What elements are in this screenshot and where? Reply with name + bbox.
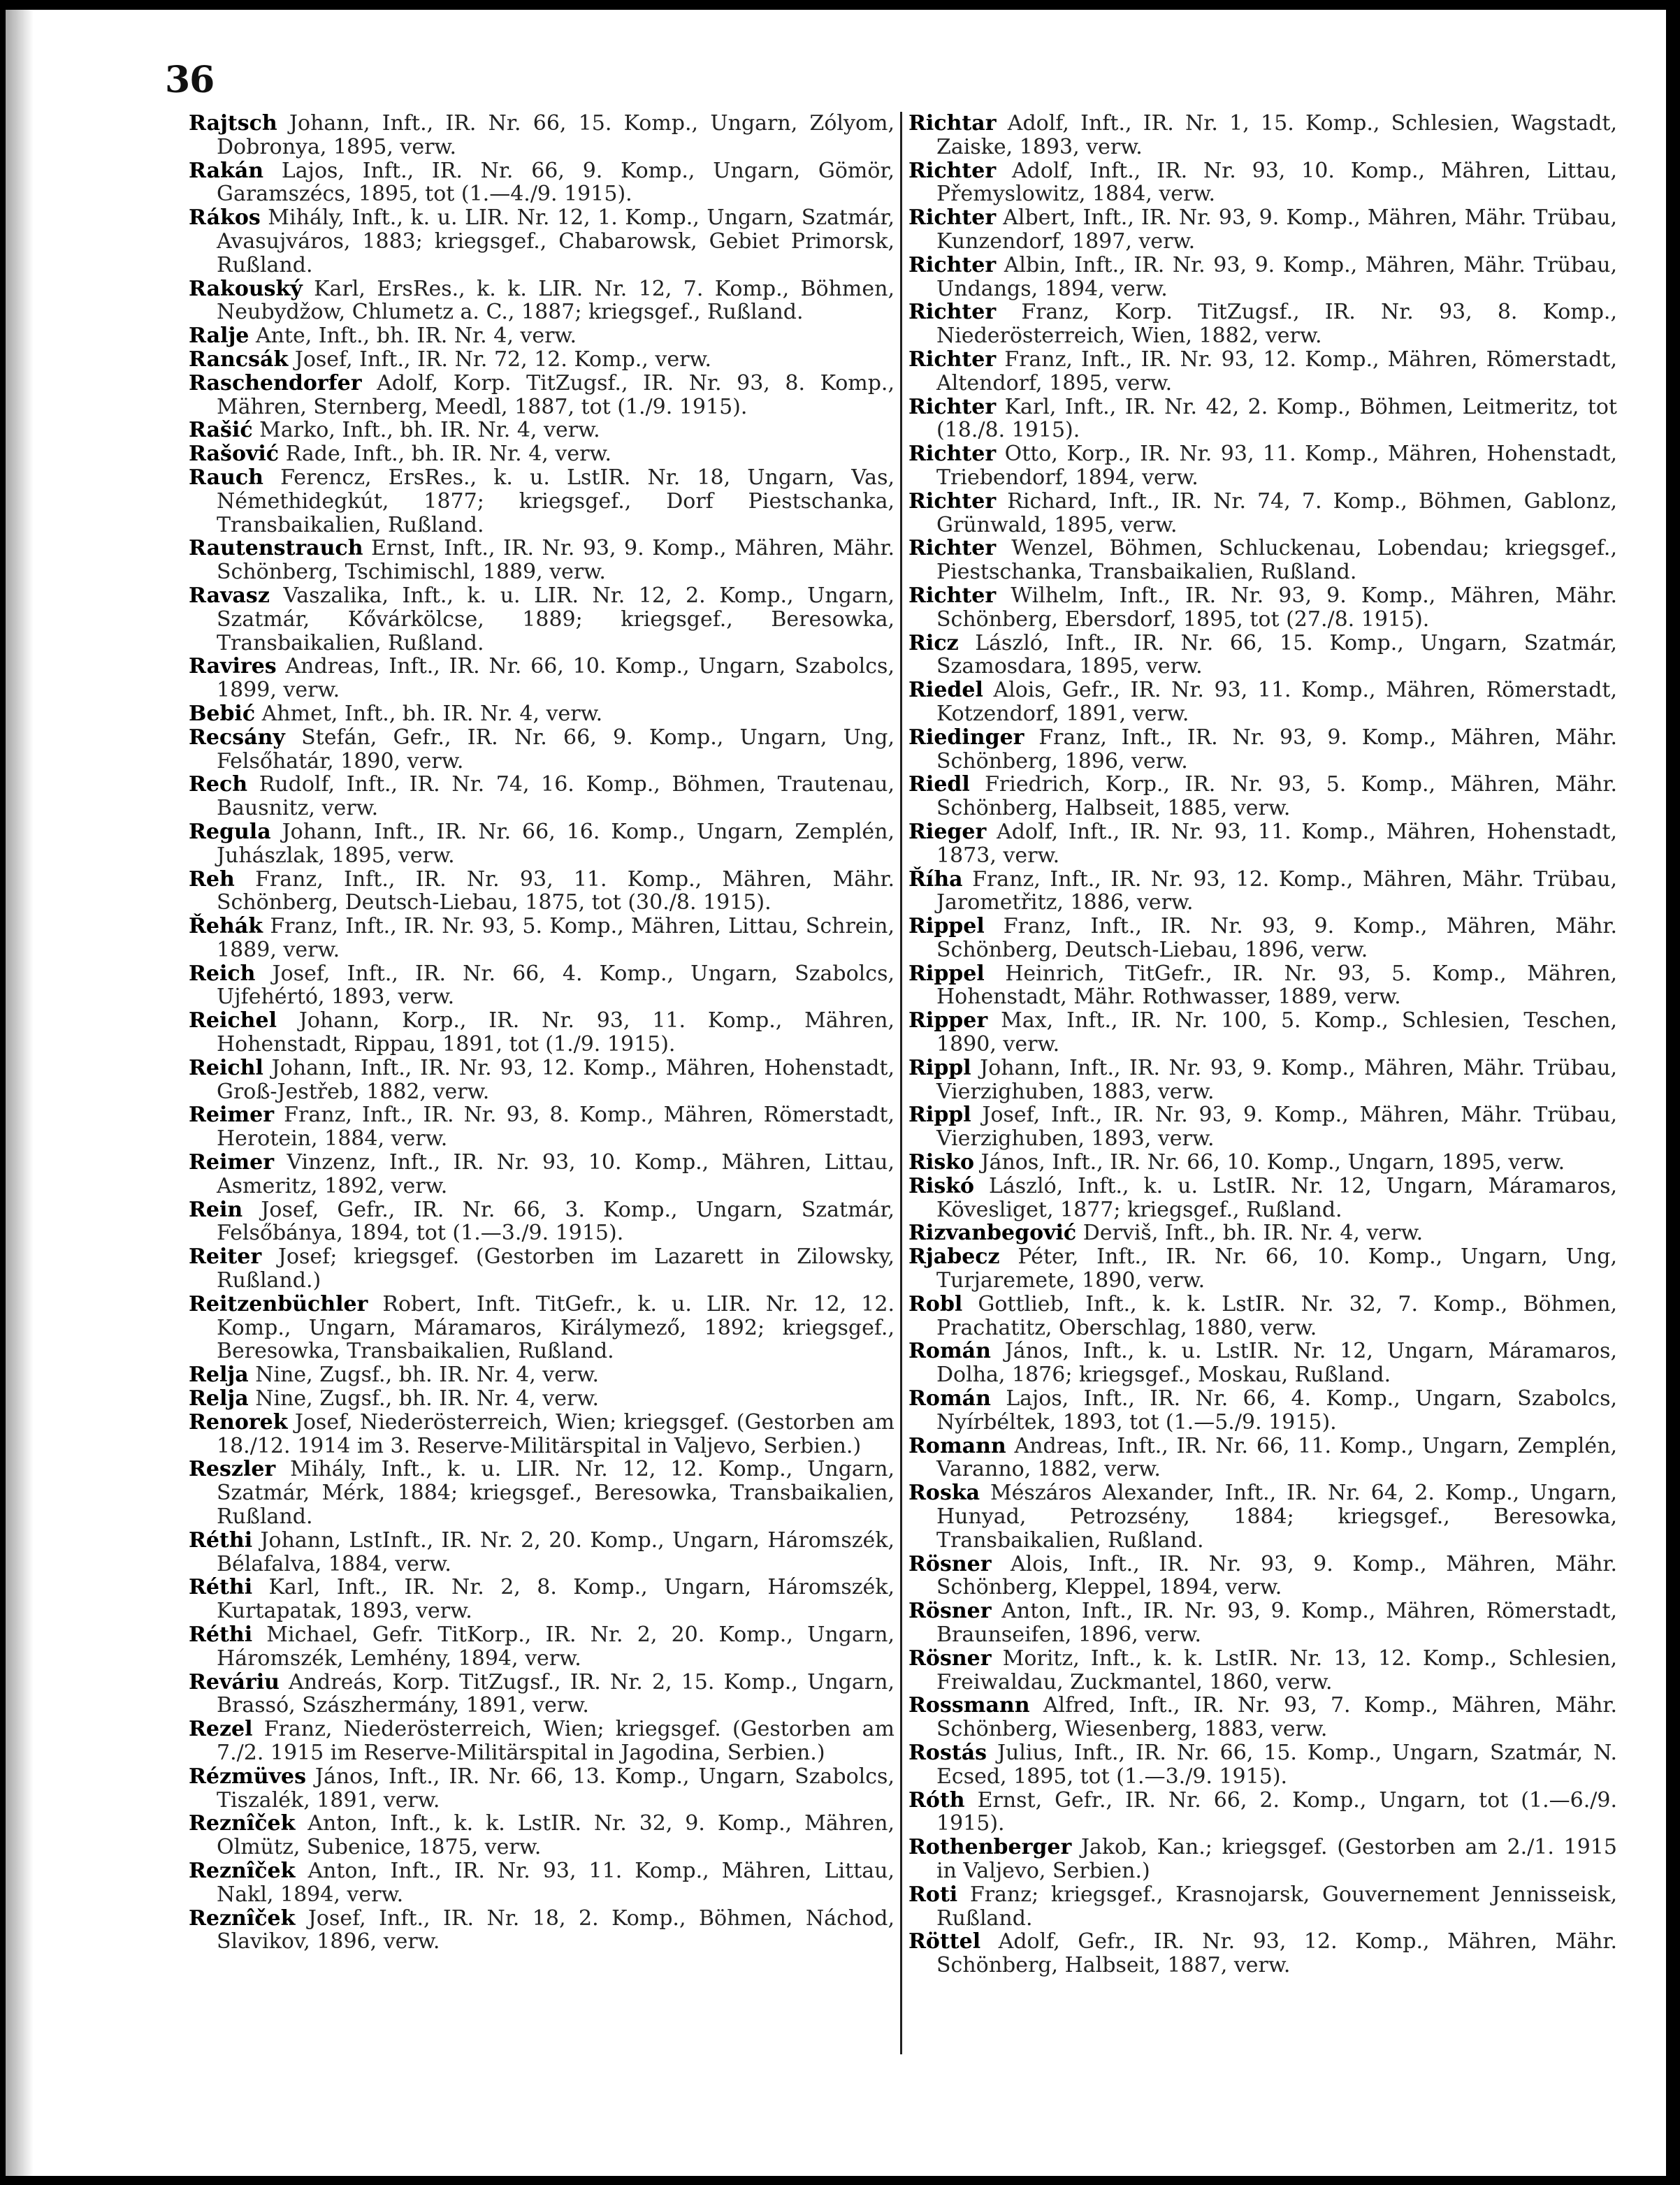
list-entry: [189, 1387, 895, 1411]
entry-details: Franz, Inft., IR. Nr. 93, 9. Komp., Mähren, Mähr. Schönberg, 1896, verw.: [936, 725, 1617, 774]
list-entry: [908, 1741, 1617, 1789]
list-entry: [908, 1245, 1617, 1293]
list-entry: [908, 1340, 1617, 1387]
entry-details: Julius, Inft., IR. Nr. 66, 15. Komp., Ungarn, Szatmár, N. Ecsed, 1895, tot (1.—3./9. 1915).: [936, 1740, 1617, 1789]
page-edge-shadow: [6, 10, 34, 2176]
entry-details: Franz, Korp. TitZugsf., IR. Nr. 93, 8. Komp., Niederösterreich, Wien, 1882, verw.: [936, 300, 1617, 349]
list-entry: [189, 655, 895, 702]
entry-surname: Rippl: [908, 1103, 971, 1128]
list-entry: [908, 1930, 1617, 1977]
entry-details: Anton, Inft., IR. Nr. 93, 9. Komp., Mähren, Römerstadt, Braunseifen, 1896, verw.: [936, 1599, 1617, 1647]
entry-details: Josef, Inft., IR. Nr. 18, 2. Komp., Böhmen, Náchod, Slavikov, 1896, verw.: [217, 1905, 895, 1954]
entry-surname: Rakouský: [189, 276, 303, 301]
entry-details: Ferencz, ErsRes., k. u. LstIR. Nr. 18, Ungarn, Vas, Némethidegkút, 1877; kriegsgef., Dorf Piestschanka, Transbaikalien, Rußland.: [217, 465, 895, 537]
list-entry: [189, 1623, 895, 1671]
entry-details: Robert, Inft. TitGefr., k. u. LIR. Nr. 12, 12. Komp., Ungarn, Máramaros, Királymező, 1892; kriegsgef., Beresowka, Transbaikalien, Rußland.: [217, 1291, 895, 1364]
list-entry: [908, 1151, 1617, 1175]
list-entry: [189, 1293, 895, 1363]
entry-details: Karl, Inft., IR. Nr. 42, 2. Komp., Böhmen, Leitmeritz, tot (18./8. 1915).: [936, 394, 1617, 443]
entry-details: Ernst, Gefr., IR. Nr. 66, 2. Komp., Ungarn, tot (1.—6./9. 1915).: [936, 1787, 1617, 1836]
list-entry: [189, 773, 895, 820]
list-entry: [189, 112, 895, 159]
entry-surname: Riskó: [908, 1173, 975, 1198]
column-divider: [900, 112, 902, 2054]
entry-surname: Řehák: [189, 914, 263, 939]
entry-surname: Réthi: [189, 1623, 253, 1647]
list-entry: [189, 1103, 895, 1151]
list-entry: [189, 419, 895, 442]
document-page: [6, 10, 1666, 2176]
entry-details: Josef, Inft., IR. Nr. 66, 4. Komp., Ungarn, Szabolcs, Ujfehértó, 1893, verw.: [217, 961, 895, 1010]
entry-surname: Rösner: [908, 1551, 992, 1576]
entry-details: Albin, Inft., IR. Nr. 93, 9. Komp., Mähren, Mähr. Trübau, Undangs, 1894, verw.: [936, 252, 1617, 301]
list-entry: [908, 395, 1617, 443]
entry-surname: Rizvanbegović: [908, 1221, 1077, 1246]
entry-details: Nine, Zugsf., bh. IR. Nr. 4, verw.: [248, 1386, 599, 1411]
list-entry: [189, 1812, 895, 1859]
list-entry: [908, 1387, 1617, 1435]
entry-details: Rudolf, Inft., IR. Nr. 74, 16. Komp., Böhmen, Trautenau, Bausnitz, verw.: [217, 772, 895, 821]
entry-surname: Riedl: [908, 772, 970, 797]
entry-details: Karl, ErsRes., k. k. LIR. Nr. 12, 7. Komp., Böhmen, Neubydžow, Chlumetz a. C., 1887; kriegsgef., Rußland.: [217, 276, 895, 325]
entry-surname: Richter: [908, 583, 997, 608]
entry-surname: Ralje: [189, 324, 249, 349]
entry-details: Franz, Inft., IR. Nr. 93, 11. Komp., Mähren, Mähr. Schönberg, Deutsch-Liebau, 1875, tot (30./8. 1915).: [217, 866, 895, 915]
entry-surname: Richter: [908, 394, 997, 419]
list-entry: [189, 1529, 895, 1576]
list-entry: [908, 820, 1617, 868]
list-entry: [189, 1718, 895, 1765]
list-entry: [189, 537, 895, 584]
entry-details: Franz, Niederösterreich, Wien; kriegsgef. (Gestorben am 7./2. 1915 im Reserve-Militärspital in Jagodina, Serbien.): [217, 1717, 895, 1765]
entry-surname: Rautenstrauch: [189, 536, 363, 561]
list-entry: [908, 490, 1617, 537]
entry-details: Andreas, Inft., IR. Nr. 66, 10. Komp., Ungarn, Szabolcs, 1899, verw.: [217, 654, 895, 703]
entry-surname: Richter: [908, 442, 997, 467]
entry-details: László, Inft., IR. Nr. 66, 15. Komp., Ungarn, Szatmár, Szamosdara, 1895, verw.: [936, 630, 1617, 679]
list-entry: [189, 726, 895, 774]
entry-details: Franz, Inft., IR. Nr. 93, 9. Komp., Mähren, Mähr. Schönberg, Deutsch-Liebau, 1896, verw.: [936, 914, 1617, 962]
entry-details: Michael, Gefr. TitKorp., IR. Nr. 2, 20. Komp., Ungarn, Háromszék, Lemhény, 1894, verw.: [217, 1623, 895, 1671]
entry-surname: Bebić: [189, 701, 256, 726]
entry-details: János, Inft., k. u. LstIR. Nr. 12, Ungarn, Máramaros, Dolha, 1876; kriegsgef., Moskau, Rußland.: [936, 1339, 1617, 1388]
entry-surname: Říha: [908, 866, 963, 892]
entry-surname: Rostás: [908, 1740, 987, 1765]
list-entry: [189, 1057, 895, 1104]
list-entry: [189, 466, 895, 537]
entry-surname: Recsány: [189, 725, 285, 750]
list-entry: [189, 277, 895, 325]
entry-surname: Rösner: [908, 1599, 992, 1624]
list-entry: [908, 1481, 1617, 1552]
list-entry: [908, 1836, 1617, 1883]
entry-surname: Ravires: [189, 654, 277, 679]
entry-details: Alfred, Inft., IR. Nr. 93, 7. Komp., Mähren, Mähr. Schönberg, Wiesenberg, 1883, verw.: [936, 1693, 1617, 1742]
entry-surname: Röttel: [908, 1929, 981, 1954]
entry-surname: Rauch: [189, 465, 263, 490]
entry-details: Josef, Inft., IR. Nr. 72, 12. Komp., verw.: [288, 347, 712, 372]
entry-details: Johann, Korp., IR. Nr. 93, 11. Komp., Mähren, Hohenstadt, Rippau, 1891, tot (1./9. 1915).: [217, 1008, 895, 1057]
entry-details: Lajos, Inft., IR. Nr. 66, 9. Komp., Ungarn, Gömör, Garamszécs, 1895, tot (1.—4./9. 1915).: [217, 158, 895, 207]
list-entry: [908, 1883, 1617, 1931]
entry-details: Adolf, Korp. TitZugsf., IR. Nr. 93, 8. Komp., Mähren, Sternberg, Meedl, 1887, tot (1./9. 1915).: [217, 370, 895, 419]
page-number: 36: [165, 59, 215, 101]
list-entry: [189, 915, 895, 962]
entry-surname: Richter: [908, 536, 997, 561]
entry-surname: Rossmann: [908, 1693, 1030, 1718]
entry-details: Derviš, Inft., bh. IR. Nr. 4, verw.: [1076, 1221, 1424, 1246]
list-entry: [189, 1671, 895, 1718]
entry-details: Anton, Inft., IR. Nr. 93, 11. Komp., Mähren, Littau, Nakl, 1894, verw.: [217, 1858, 895, 1907]
entry-details: Ante, Inft., bh. IR. Nr. 4, verw.: [249, 324, 577, 349]
list-entry: [908, 1009, 1617, 1057]
entry-details: Alois, Inft., IR. Nr. 93, 9. Komp., Mähren, Mähr. Schönberg, Kleppel, 1894, verw.: [936, 1551, 1617, 1600]
entry-surname: Rippl: [908, 1055, 971, 1080]
list-entry: [908, 632, 1617, 679]
list-entry: [908, 348, 1617, 395]
entry-surname: Relja: [189, 1363, 249, 1388]
entry-surname: Román: [908, 1386, 991, 1411]
entry-surname: Richter: [908, 488, 997, 514]
entry-surname: Rippel: [908, 914, 985, 939]
entry-details: Péter, Inft., IR. Nr. 66, 10. Komp., Ungarn, Ung, Turjaremete, 1890, verw.: [936, 1244, 1617, 1293]
entry-surname: Rippel: [908, 961, 985, 986]
entry-details: Andreas, Inft., IR. Nr. 66, 11. Komp., Ungarn, Zemplén, Varanno, 1882, verw.: [936, 1433, 1617, 1482]
entry-surname: Reimer: [189, 1150, 275, 1175]
entry-details: Franz, Inft., IR. Nr. 93, 8. Komp., Mähren, Römerstadt, Herotein, 1884, verw.: [217, 1103, 895, 1152]
left-column: [189, 112, 895, 1954]
list-entry: [908, 773, 1617, 820]
entry-surname: Rieger: [908, 819, 987, 844]
entry-surname: Richter: [908, 252, 997, 277]
entry-details: Adolf, Gefr., IR. Nr. 93, 12. Komp., Mähren, Mähr. Schönberg, Halbseit, 1887, verw.: [936, 1929, 1617, 1978]
entry-surname: Reznîček: [189, 1858, 296, 1883]
entry-details: Ernst, Inft., IR. Nr. 93, 9. Komp., Mähren, Mähr. Schönberg, Tschimischl, 1889, verw.: [217, 536, 895, 585]
entry-details: Albert, Inft., IR. Nr. 93, 9. Komp., Mähren, Mähr. Trübau, Kunzendorf, 1897, verw.: [936, 205, 1617, 254]
entry-details: Marko, Inft., bh. IR. Nr. 4, verw.: [252, 418, 600, 443]
entry-surname: Réthi: [189, 1575, 253, 1600]
entry-details: Rade, Inft., bh. IR. Nr. 4, verw.: [279, 442, 612, 467]
entry-surname: Robl: [908, 1291, 963, 1316]
entry-surname: Rákos: [189, 205, 261, 231]
entry-surname: Rösner: [908, 1646, 992, 1671]
list-entry: [189, 1576, 895, 1623]
entry-details: Friedrich, Korp., IR. Nr. 93, 5. Komp., Mähren, Mähr. Schönberg, Halbseit, 1885, verw.: [936, 772, 1617, 821]
entry-details: Alois, Gefr., IR. Nr. 93, 11. Komp., Mähren, Römerstadt, Kotzendorf, 1891, verw.: [936, 678, 1617, 726]
entry-details: Richard, Inft., IR. Nr. 74, 7. Komp., Böhmen, Gablonz, Grünwald, 1895, verw.: [936, 488, 1617, 537]
entry-details: Johann, Inft., IR. Nr. 66, 15. Komp., Ungarn, Zólyom, Dobronya, 1895, verw.: [217, 111, 895, 159]
entry-details: Wilhelm, Inft., IR. Nr. 93, 9. Komp., Mähren, Mähr. Schönberg, Ebersdorf, 1895, tot (27./8. 1915).: [936, 583, 1617, 632]
entry-surname: Róth: [908, 1787, 965, 1813]
entry-surname: Reichl: [189, 1055, 263, 1080]
list-entry: [908, 1221, 1617, 1245]
list-entry: [189, 1765, 895, 1813]
entry-surname: Rothenberger: [908, 1835, 1072, 1860]
list-entry: [908, 206, 1617, 254]
entry-details: János, Inft., IR. Nr. 66, 10. Komp., Ungarn, 1895, verw.: [974, 1150, 1565, 1175]
entry-details: Vaszalika, Inft., k. u. LIR. Nr. 12, 2. Komp., Ungarn, Szatmár, Kővárkölcse, 1889; kriegsgef., Beresowka, Transbaikalien, Rußland.: [217, 583, 895, 655]
list-entry: [908, 1694, 1617, 1741]
list-entry: [908, 915, 1617, 962]
list-entry: [189, 1009, 895, 1057]
entry-surname: Roska: [908, 1481, 980, 1506]
entry-surname: Reh: [189, 866, 235, 892]
list-entry: [908, 1293, 1617, 1340]
entry-details: László, Inft., k. u. LstIR. Nr. 12, Ungarn, Máramaros, Kövesliget, 1877; kriegsgef., Rußland.: [936, 1173, 1617, 1222]
list-entry: [189, 1907, 895, 1954]
list-entry: [908, 254, 1617, 301]
list-entry: [908, 678, 1617, 726]
entry-details: Moritz, Inft., k. k. LstIR. Nr. 13, 12. Komp., Schlesien, Freiwaldau, Zuckmantel, 1860, verw.: [936, 1646, 1617, 1694]
list-entry: [189, 868, 895, 915]
entry-details: Heinrich, TitGefr., IR. Nr. 93, 5. Komp., Mähren, Hohenstadt, Mähr. Rothwasser, 1889, verw.: [936, 961, 1617, 1010]
list-entry: [908, 159, 1617, 207]
entry-surname: Reimer: [189, 1103, 275, 1128]
entry-details: Franz; kriegsgef., Krasnojarsk, Gouvernement Jennisseisk, Rußland.: [936, 1882, 1617, 1931]
entry-surname: Richter: [908, 300, 997, 325]
entry-surname: Reznîček: [189, 1905, 296, 1931]
entry-surname: Rašić: [189, 418, 253, 443]
entry-surname: Reitzenbüchler: [189, 1291, 368, 1316]
list-entry: [189, 1245, 895, 1293]
entry-details: Josef, Niederösterreich, Wien; kriegsgef. (Gestorben am 18./12. 1914 im 3. Reserve-Militärspital in Valjevo, Serbien.): [217, 1409, 895, 1458]
list-entry: [908, 1175, 1617, 1222]
entry-surname: Rézmüves: [189, 1764, 307, 1789]
entry-surname: Rakán: [189, 158, 264, 183]
entry-surname: Regula: [189, 819, 271, 844]
list-entry: [189, 962, 895, 1010]
list-entry: [189, 820, 895, 868]
entry-surname: Rein: [189, 1197, 243, 1222]
entry-surname: Riedinger: [908, 725, 1024, 750]
entry-surname: Relja: [189, 1386, 249, 1411]
entry-surname: Richtar: [908, 111, 997, 136]
list-entry: [189, 702, 895, 726]
list-entry: [908, 584, 1617, 632]
entry-surname: Rajtsch: [189, 111, 277, 136]
list-entry: [908, 1057, 1617, 1104]
entry-surname: Richter: [908, 205, 997, 231]
entry-surname: Riedel: [908, 678, 983, 703]
list-entry: [189, 206, 895, 277]
entry-details: Vinzenz, Inft., IR. Nr. 93, 10. Komp., Mähren, Littau, Asmeritz, 1892, verw.: [217, 1150, 895, 1198]
entry-surname: Risko: [908, 1150, 975, 1175]
list-entry: [908, 1103, 1617, 1151]
entry-details: Josef, Gefr., IR. Nr. 66, 3. Komp., Ungarn, Szatmár, Felsőbánya, 1894, tot (1.—3./9. 1915).: [217, 1197, 895, 1246]
entry-details: Wenzel, Böhmen, Schluckenau, Lobendau; kriegsgef., Piestschanka, Transbaikalien, Rußland.: [936, 536, 1617, 585]
entry-details: Max, Inft., IR. Nr. 100, 5. Komp., Schlesien, Teschen, 1890, verw.: [936, 1008, 1617, 1057]
entry-details: Jakob, Kan.; kriegsgef. (Gestorben am 2./1. 1915 in Valjevo, Serbien.): [936, 1835, 1617, 1883]
entry-details: Otto, Korp., IR. Nr. 93, 11. Komp., Mähren, Hohenstadt, Triebendorf, 1894, verw.: [936, 442, 1617, 490]
list-entry: [189, 1458, 895, 1528]
right-column: [908, 112, 1617, 1977]
entry-details: Johann, LstInft., IR. Nr. 2, 20. Komp., Ungarn, Háromszék, Bélafalva, 1884, verw.: [217, 1527, 895, 1576]
list-entry: [189, 372, 895, 419]
entry-details: Mihály, Inft., k. u. LIR. Nr. 12, 12. Komp., Ungarn, Szatmár, Mérk, 1884; kriegsgef., Beresowka, Transbaikalien, Rußland.: [217, 1457, 895, 1530]
entry-details: Franz, Inft., IR. Nr. 93, 12. Komp., Mähren, Römerstadt, Altendorf, 1895, verw.: [936, 347, 1617, 395]
entry-details: Anton, Inft., k. k. LstIR. Nr. 32, 9. Komp., Mähren, Olmütz, Subenice, 1875, verw.: [217, 1811, 895, 1860]
entry-details: Stefán, Gefr., IR. Nr. 66, 9. Komp., Ungarn, Ung, Felsőhatár, 1890, verw.: [217, 725, 895, 774]
list-entry: [189, 1859, 895, 1907]
entry-surname: Reichel: [189, 1008, 277, 1033]
entry-surname: Richter: [908, 347, 997, 372]
entry-details: Ahmet, Inft., bh. IR. Nr. 4, verw.: [255, 701, 603, 726]
list-entry: [908, 442, 1617, 490]
entry-surname: Ravasz: [189, 583, 270, 608]
entry-surname: Ripper: [908, 1008, 988, 1033]
entry-surname: Roti: [908, 1882, 958, 1907]
entry-details: Adolf, Inft., IR. Nr. 93, 10. Komp., Mähren, Littau, Přemyslowitz, 1884, verw.: [936, 158, 1617, 207]
list-entry: [189, 1198, 895, 1246]
entry-details: Andreás, Korp. TitZugsf., IR. Nr. 2, 15. Komp., Ungarn, Brassó, Szászhermány, 1891, verw.: [217, 1669, 895, 1718]
entry-details: Gottlieb, Inft., k. k. LstIR. Nr. 32, 7. Komp., Böhmen, Prachatitz, Oberschlag, 1880, verw.: [936, 1291, 1617, 1340]
entry-details: Lajos, Inft., IR. Nr. 66, 4. Komp., Ungarn, Szabolcs, Nyírbéltek, 1893, tot (1.—5./9. 1915).: [936, 1386, 1617, 1435]
entry-surname: Réthi: [189, 1527, 253, 1553]
list-entry: [189, 1363, 895, 1387]
entry-details: Johann, Inft., IR. Nr. 93, 9. Komp., Mähren, Mähr. Trübau, Vierzighuben, 1883, verw.: [936, 1055, 1617, 1104]
entry-surname: Romann: [908, 1433, 1006, 1458]
entry-surname: Richter: [908, 158, 997, 183]
entry-details: Mészáros Alexander, Inft., IR. Nr. 64, 2. Komp., Ungarn, Hunyad, Petrozsény, 1884; kriegsgef., Beresowka, Transbaikalien, Rußland.: [936, 1481, 1617, 1553]
entry-details: Franz, Inft., IR. Nr. 93, 5. Komp., Mähren, Littau, Schrein, 1889, verw.: [217, 914, 895, 962]
entry-details: Josef; kriegsgef. (Gestorben im Lazarett in Zilowsky, Rußland.): [217, 1244, 895, 1293]
list-entry: [908, 1647, 1617, 1694]
list-entry: [908, 962, 1617, 1010]
entry-surname: Reznîček: [189, 1811, 296, 1836]
entry-details: Josef, Inft., IR. Nr. 93, 9. Komp., Mähren, Mähr. Trübau, Vierzighuben, 1893, verw.: [936, 1103, 1617, 1152]
entry-surname: Rjabecz: [908, 1244, 1000, 1270]
entry-surname: Raschendorfer: [189, 370, 362, 395]
entry-surname: Ricz: [908, 630, 959, 655]
list-entry: [908, 868, 1617, 915]
list-entry: [908, 112, 1617, 159]
entry-details: Johann, Inft., IR. Nr. 93, 12. Komp., Mähren, Hohenstadt, Groß-Jestřeb, 1882, verw.: [217, 1055, 895, 1104]
list-entry: [189, 159, 895, 207]
entry-details: Nine, Zugsf., bh. IR. Nr. 4, verw.: [248, 1363, 599, 1388]
entry-surname: Renorek: [189, 1409, 288, 1435]
entry-surname: Rech: [189, 772, 248, 797]
entry-surname: Reváriu: [189, 1669, 280, 1694]
entry-surname: Rancsák: [189, 347, 289, 372]
entry-details: Johann, Inft., IR. Nr. 66, 16. Komp., Ungarn, Zemplén, Juhászlak, 1895, verw.: [217, 819, 895, 868]
list-entry: [189, 348, 895, 372]
list-entry: [908, 1789, 1617, 1836]
entry-surname: Reszler: [189, 1457, 276, 1482]
list-entry: [189, 1411, 895, 1458]
entry-surname: Rezel: [189, 1717, 253, 1742]
list-entry: [189, 324, 895, 348]
entry-details: Franz, Inft., IR. Nr. 93, 12. Komp., Mähren, Mähr. Trübau, Jarometřitz, 1886, verw.: [936, 866, 1617, 915]
list-entry: [908, 1553, 1617, 1600]
list-entry: [908, 726, 1617, 774]
entry-surname: Reich: [189, 961, 256, 986]
list-entry: [908, 1599, 1617, 1647]
list-entry: [908, 300, 1617, 348]
list-entry: [189, 1151, 895, 1198]
entry-details: Adolf, Inft., IR. Nr. 93, 11. Komp., Mähren, Hohenstadt, 1873, verw.: [936, 819, 1617, 868]
list-entry: [908, 537, 1617, 584]
entry-details: János, Inft., IR. Nr. 66, 13. Komp., Ungarn, Szabolcs, Tiszalék, 1891, verw.: [217, 1764, 895, 1813]
entry-surname: Reiter: [189, 1244, 262, 1270]
list-entry: [189, 442, 895, 466]
entry-surname: Rašović: [189, 442, 280, 467]
list-entry: [189, 584, 895, 655]
entry-details: Mihály, Inft., k. u. LIR. Nr. 12, 1. Komp., Ungarn, Szatmár, Avasujváros, 1883; kriegsgef., Chabarowsk, Gebiet Primorsk, Rußland.: [217, 205, 895, 277]
entry-details: Adolf, Inft., IR. Nr. 1, 15. Komp., Schlesien, Wagstadt, Zaiske, 1893, verw.: [936, 111, 1617, 159]
entry-details: Karl, Inft., IR. Nr. 2, 8. Komp., Ungarn, Háromszék, Kurtapatak, 1893, verw.: [217, 1575, 895, 1624]
entry-surname: Román: [908, 1339, 991, 1364]
list-entry: [908, 1435, 1617, 1482]
